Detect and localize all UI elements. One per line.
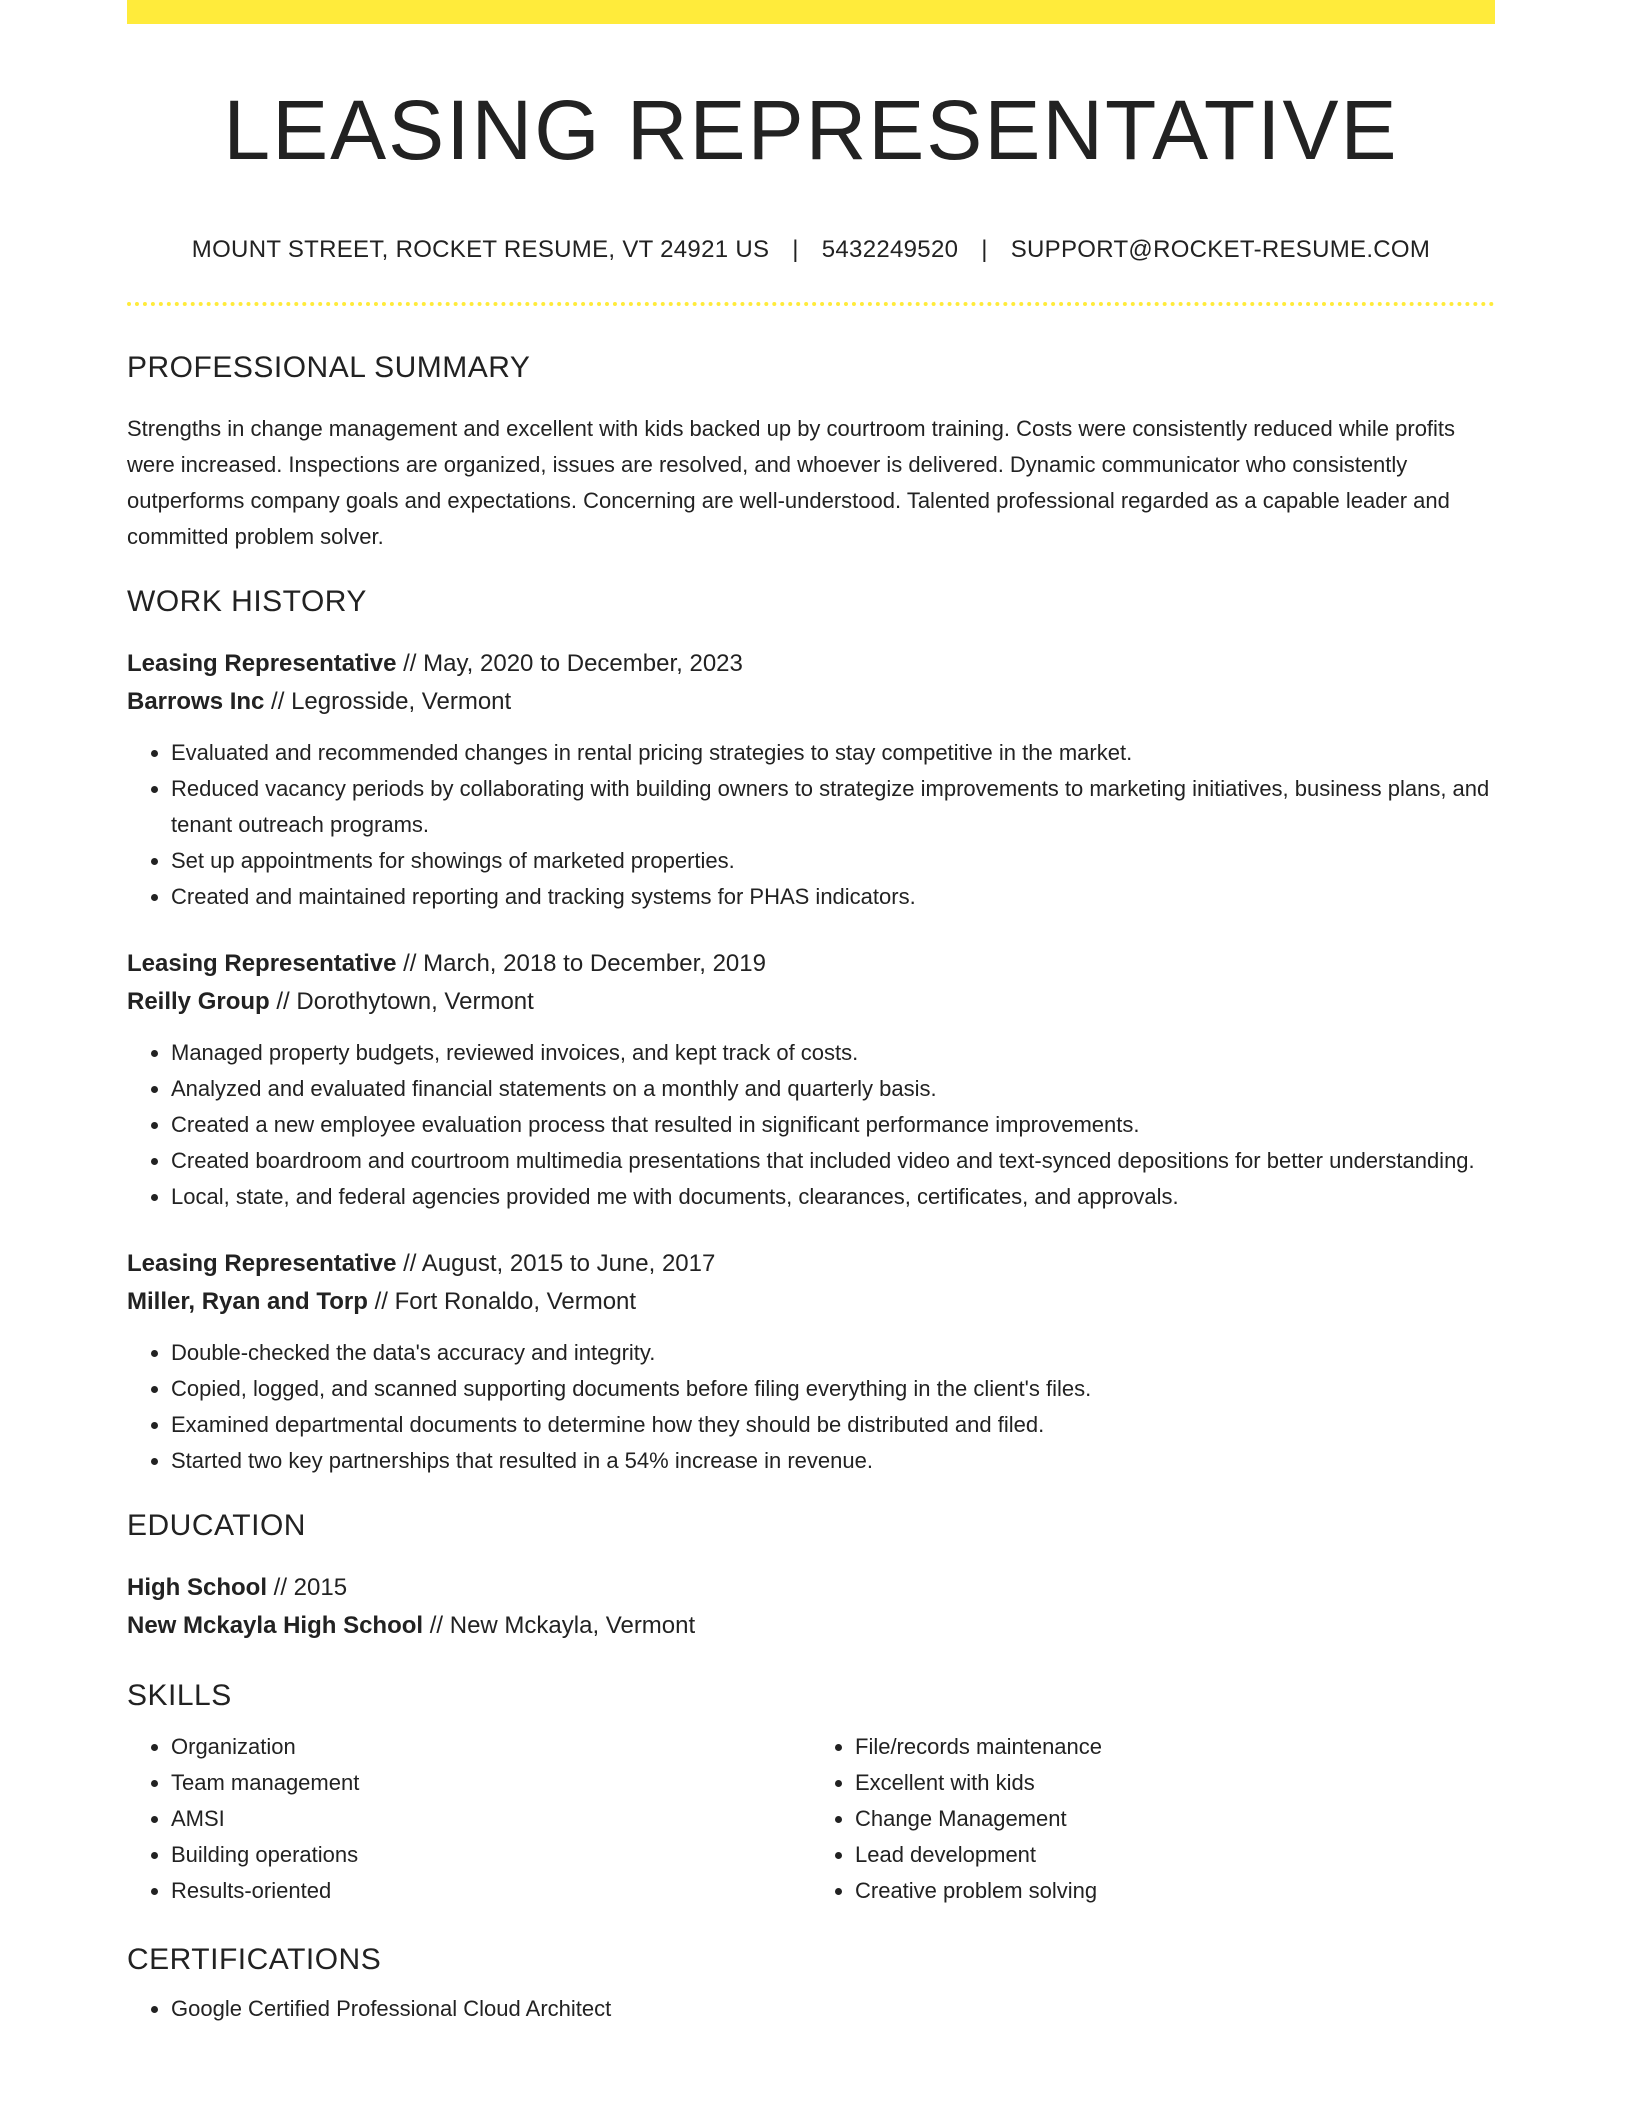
- skill-item: • Organization: [171, 1729, 811, 1765]
- job-location: // Dorothytown, Vermont: [269, 988, 534, 1016]
- job-role-line: [127, 945, 1495, 983]
- summary-title: PROFESSIONAL SUMMARY: [127, 351, 531, 385]
- skill-item: • Lead development: [855, 1837, 1495, 1873]
- job-bullets: [127, 1335, 1495, 1479]
- job-company: Barrows Inc: [127, 688, 265, 716]
- job-entry: [127, 645, 1495, 915]
- skill-item: • File/records maintenance: [855, 1729, 1495, 1765]
- job-bullet: • Started two key partnerships that resulted in a 54% increase in revenue.: [171, 1443, 1495, 1479]
- education-degree-line: [127, 1569, 1495, 1607]
- skill-item: • AMSI: [171, 1801, 811, 1837]
- skills-left-column: [127, 1729, 811, 1909]
- job-role: Leasing Representative: [127, 950, 397, 978]
- certification-item: • Google Certified Professional Cloud Architect: [171, 1991, 1495, 2027]
- education-location: // New Mckayla, Vermont: [423, 1612, 696, 1640]
- contact-line: [127, 236, 1495, 264]
- job-bullet: • Analyzed and evaluated financial statements on a monthly and quarterly basis.: [171, 1071, 1495, 1107]
- education-year: // 2015: [267, 1574, 348, 1602]
- job-company-line: [127, 1283, 1495, 1321]
- resume-name: LEASING REPRESENTATIVE: [223, 83, 1399, 177]
- job-bullet: • Examined departmental documents to determine how they should be distributed and filed.: [171, 1407, 1495, 1443]
- job-bullet: • Created boardroom and courtroom multimedia presentations that included video and text-synced depositions for better understanding.: [171, 1143, 1495, 1179]
- certifications-list: [127, 1991, 1495, 2027]
- contact-phone: 5432249520: [821, 236, 959, 264]
- skill-item: • Building operations: [171, 1837, 811, 1873]
- job-bullet: • Double-checked the data's accuracy and integrity.: [171, 1335, 1495, 1371]
- job-company-line: [127, 683, 1495, 721]
- contact-separator: |: [792, 236, 799, 264]
- job-company-line: [127, 983, 1495, 1021]
- education-degree: High School: [127, 1574, 267, 1602]
- skill-item: • Results-oriented: [171, 1873, 811, 1909]
- job-bullets: [127, 1035, 1495, 1215]
- job-bullet: • Set up appointments for showings of marketed properties.: [171, 843, 1495, 879]
- job-bullet: • Managed property budgets, reviewed invoices, and kept track of costs.: [171, 1035, 1495, 1071]
- job-dates: // March, 2018 to December, 2019: [396, 950, 766, 978]
- contact-address: MOUNT STREET, ROCKET RESUME, VT 24921 US: [191, 236, 770, 264]
- job-dates: // May, 2020 to December, 2023: [396, 650, 743, 678]
- job-role: Leasing Representative: [127, 650, 397, 678]
- certifications-title: CERTIFICATIONS: [127, 1943, 382, 1977]
- skill-item: • Excellent with kids: [855, 1765, 1495, 1801]
- education-school: New Mckayla High School: [127, 1612, 424, 1640]
- job-dates: // August, 2015 to June, 2017: [396, 1250, 716, 1278]
- skill-item: • Change Management: [855, 1801, 1495, 1837]
- job-company: Reilly Group: [127, 988, 270, 1016]
- education-title: EDUCATION: [127, 1509, 306, 1543]
- education-entry: [127, 1569, 1495, 1645]
- job-role-line: [127, 1245, 1495, 1283]
- accent-top-bar: [127, 0, 1495, 24]
- job-bullet: • Created and maintained reporting and tracking systems for PHAS indicators.: [171, 879, 1495, 915]
- job-bullet: • Reduced vacancy periods by collaborating with building owners to strategize improvements to marketing initiatives, business plans, and tenant outreach programs.: [171, 771, 1495, 843]
- job-location: // Fort Ronaldo, Vermont: [367, 1288, 637, 1316]
- job-bullets: [127, 735, 1495, 915]
- job-bullet: • Created a new employee evaluation process that resulted in significant performance improvements.: [171, 1107, 1495, 1143]
- work-history-list: [127, 645, 1495, 1479]
- job-bullet: • Copied, logged, and scanned supporting documents before filing everything in the client's files.: [171, 1371, 1495, 1407]
- skill-item: • Creative problem solving: [855, 1873, 1495, 1909]
- job-role-line: [127, 645, 1495, 683]
- skills-grid: [127, 1729, 1495, 1909]
- resume-page: [127, 0, 1495, 2027]
- skills-right-column: [811, 1729, 1495, 1909]
- skill-item: • Team management: [171, 1765, 811, 1801]
- job-company: Miller, Ryan and Torp: [127, 1288, 368, 1316]
- dotted-divider: [127, 302, 1495, 306]
- job-entry: [127, 945, 1495, 1215]
- job-bullet: • Local, state, and federal agencies provided me with documents, clearances, certificates, and approvals.: [171, 1179, 1495, 1215]
- job-role: Leasing Representative: [127, 1250, 397, 1278]
- work-history-title: WORK HISTORY: [127, 585, 367, 619]
- job-bullet: • Evaluated and recommended changes in rental pricing strategies to stay competitive in the market.: [171, 735, 1495, 771]
- job-entry: [127, 1245, 1495, 1479]
- skills-title: SKILLS: [127, 1679, 232, 1713]
- education-school-line: [127, 1607, 1495, 1645]
- contact-separator: |: [981, 236, 988, 264]
- contact-email: SUPPORT@ROCKET-RESUME.COM: [1010, 236, 1431, 264]
- summary-text: Strengths in change management and excellent with kids backed up by courtroom training. Costs were consistently reduced while profits were increased. Inspections are organized, issues are resolved, and whoever is delivered. Dynamic communicator who consistently outperforms company goals and expectations. Concerning are well-understood. Talented professional regarded as a capable leader and committed problem solver.: [127, 416, 1456, 550]
- job-location: // Legrosside, Vermont: [264, 688, 512, 716]
